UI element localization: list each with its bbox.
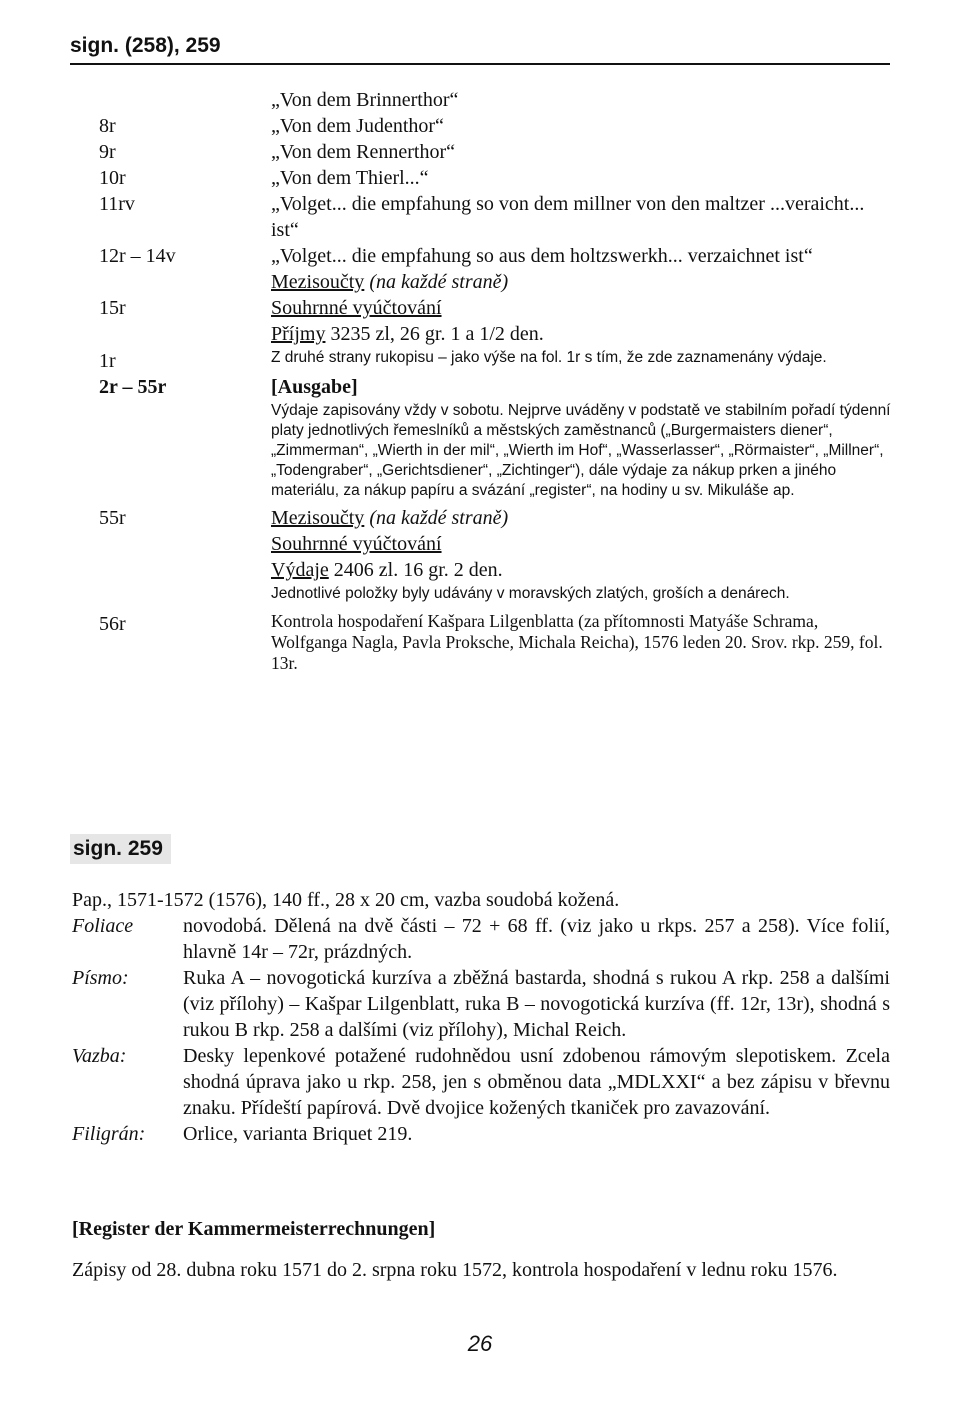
description-field	[72, 965, 890, 1043]
description-intro: Pap., 1571-1572 (1576), 140 ff., 28 x 20 cm, vazba soudobá kožená.	[72, 889, 620, 911]
field-value: Ruka A – novogotická kurzíva a zběžná bastarda, shodná s rukou A rkp. 258 a dalšími (viz přílohy) – Kašpar Lilgenblatt, ruka B – novogotická kurzíva (ff. 12r, 13r), shodná s rukou B rkp. 258 a dalšími (viz přílohy), Michal Reich.	[183, 967, 890, 1041]
entry-text-content: Z druhé strany rukopisu – jako výše na fol. 1r s tím, že zde zaznamenány výdaje.	[271, 349, 827, 366]
folio-number: 56r	[99, 613, 126, 635]
folio-number: 8r	[99, 115, 116, 137]
description-fields	[72, 913, 890, 1147]
entry-text	[271, 611, 892, 674]
toc-row	[72, 139, 892, 165]
field-term: Filigrán:	[72, 1123, 146, 1145]
contents-list	[72, 87, 892, 677]
entry-text-content: Jednotlivé položky byly udávány v moravských zlatých, groších a denárech.	[271, 585, 790, 602]
description-field	[72, 913, 890, 965]
entry-text	[271, 321, 892, 347]
italic-note: (na každé straně)	[364, 271, 509, 293]
field-value: novodobá. Dělená na dvě části – 72 + 68 ff. (viz jako u rkps. 257 a 258). Více folií, hlavně 14r – 72r, prázdných.	[183, 915, 890, 963]
description-field	[72, 1121, 890, 1147]
entry-text	[271, 165, 892, 191]
manuscript-description	[72, 887, 890, 1147]
page-number: 26	[467, 1331, 493, 1356]
entry-text	[271, 191, 892, 243]
underlined-heading: Souhrnné vyúčtování	[271, 533, 442, 555]
entry-text	[271, 113, 892, 139]
toc-row	[72, 243, 892, 269]
summary-text: Zápisy od 28. dubna roku 1571 do 2. srpna roku 1572, kontrola hospodaření v lednu roku 1576.	[72, 1259, 838, 1281]
folio-number: 2r – 55r	[99, 376, 167, 398]
entry-text-content: „Von dem Brinnerthor“	[271, 89, 459, 111]
entry-text-content: 2406 zl. 16 gr. 2 den.	[328, 559, 503, 581]
field-term: Písmo:	[72, 967, 129, 989]
folio-number: 10r	[99, 167, 126, 189]
entry-text	[271, 401, 892, 501]
toc-row	[72, 348, 892, 374]
running-head: sign. (258), 259	[70, 34, 221, 57]
entry-text-content: „Volget... die empfahung so von dem millner von den maltzer ...veraicht... ist“	[271, 193, 865, 241]
toc-row	[72, 611, 892, 674]
folio-number: 12r – 14v	[99, 245, 176, 267]
folio-number: 9r	[99, 141, 116, 163]
entry-text	[271, 584, 892, 604]
entry-text	[271, 348, 892, 368]
underlined-heading: Mezisoučty	[271, 507, 365, 529]
toc-row	[72, 505, 892, 531]
field-term: Foliace	[72, 915, 134, 937]
folio-number: 1r	[99, 350, 116, 372]
toc-row	[72, 557, 892, 583]
entry-text-content: 3235 zl, 26 gr. 1 a 1/2 den.	[325, 323, 544, 345]
section-title: [Register der Kammermeisterrechnungen]	[72, 1218, 436, 1240]
entry-text	[271, 87, 892, 113]
entry-text	[271, 295, 892, 321]
entry-text	[271, 505, 892, 531]
toc-row	[72, 295, 892, 321]
toc-row	[72, 269, 892, 295]
entry-text	[271, 531, 892, 557]
underlined-heading: Souhrnné vyúčtování	[271, 297, 442, 319]
underlined-heading: Příjmy	[271, 323, 326, 345]
field-term: Vazba:	[72, 1045, 127, 1067]
toc-row	[72, 321, 892, 347]
toc-row	[72, 531, 892, 557]
entry-text	[271, 557, 892, 583]
entry-text-content: „Volget... die empfahung so aus dem holtzswerkh... verzaichnet ist“	[271, 245, 813, 267]
sign-heading: sign. 259	[70, 834, 171, 864]
entry-text	[271, 269, 892, 295]
toc-row	[72, 113, 892, 139]
entry-text	[271, 243, 892, 269]
entry-text-content: „Von dem Thierl...“	[271, 167, 429, 189]
field-value: Desky lepenkové potažené rudohnědou usní zdobenou rámovým slepotiskem. Zcela shodná úprava jako u rkp. 258, jen s obměnou data „MDLXXI“ a bez zápisu v břevnu znaku. Přídeští papírová. Dvě dvojice kožených tkaniček pro zavazování.	[183, 1045, 890, 1119]
field-value: Orlice, varianta Briquet 219.	[183, 1123, 413, 1145]
folio-number: 11rv	[99, 193, 135, 215]
toc-row	[72, 374, 892, 400]
toc-row	[72, 165, 892, 191]
toc-row	[72, 584, 892, 610]
toc-row	[72, 87, 892, 113]
italic-note: (na každé straně)	[364, 507, 509, 529]
underlined-heading: Výdaje	[271, 559, 329, 581]
header-rule	[70, 63, 890, 65]
entry-text-content: [Ausgabe]	[271, 376, 358, 398]
entry-text	[271, 374, 892, 400]
toc-row	[72, 401, 892, 501]
folio-number: 55r	[99, 507, 126, 529]
entry-text	[271, 139, 892, 165]
folio-number: 15r	[99, 297, 126, 319]
entry-text-content: „Von dem Rennerthor“	[271, 141, 456, 163]
underlined-heading: Mezisoučty	[271, 271, 365, 293]
description-field	[72, 1043, 890, 1121]
toc-row	[72, 191, 892, 243]
entry-text-content: Výdaje zapisovány vždy v sobotu. Nejprve uváděny v podstatě ve stabilním pořadí týdenní platy jednotlivých řemeslníků a městských zaměstnanců („Burgermaisters diener“, „Zimmerman“, „Wierth in der mil“, „Wierth im Hof“, „Wasserlasser“, „Rörmaister“, „Millner“, „Todengraber“, „Gerichtsdiener“, „Zichtinger“), dále výdaje za nákup prken a jiného materiálu, za nákup papíru a svázání „register“, na hodiny u sv. Mikuláše ap.	[271, 402, 891, 499]
entry-text-content: „Von dem Judenthor“	[271, 115, 444, 137]
entry-text-content: Kontrola hospodaření Kašpara Lilgenblatta (za přítomnosti Matyáše Schrama, Wolfganga Nagla, Pavla Proksche, Michala Reicha), 1576 leden 20. Srov. rkp. 259, fol. 13r.	[271, 611, 883, 673]
